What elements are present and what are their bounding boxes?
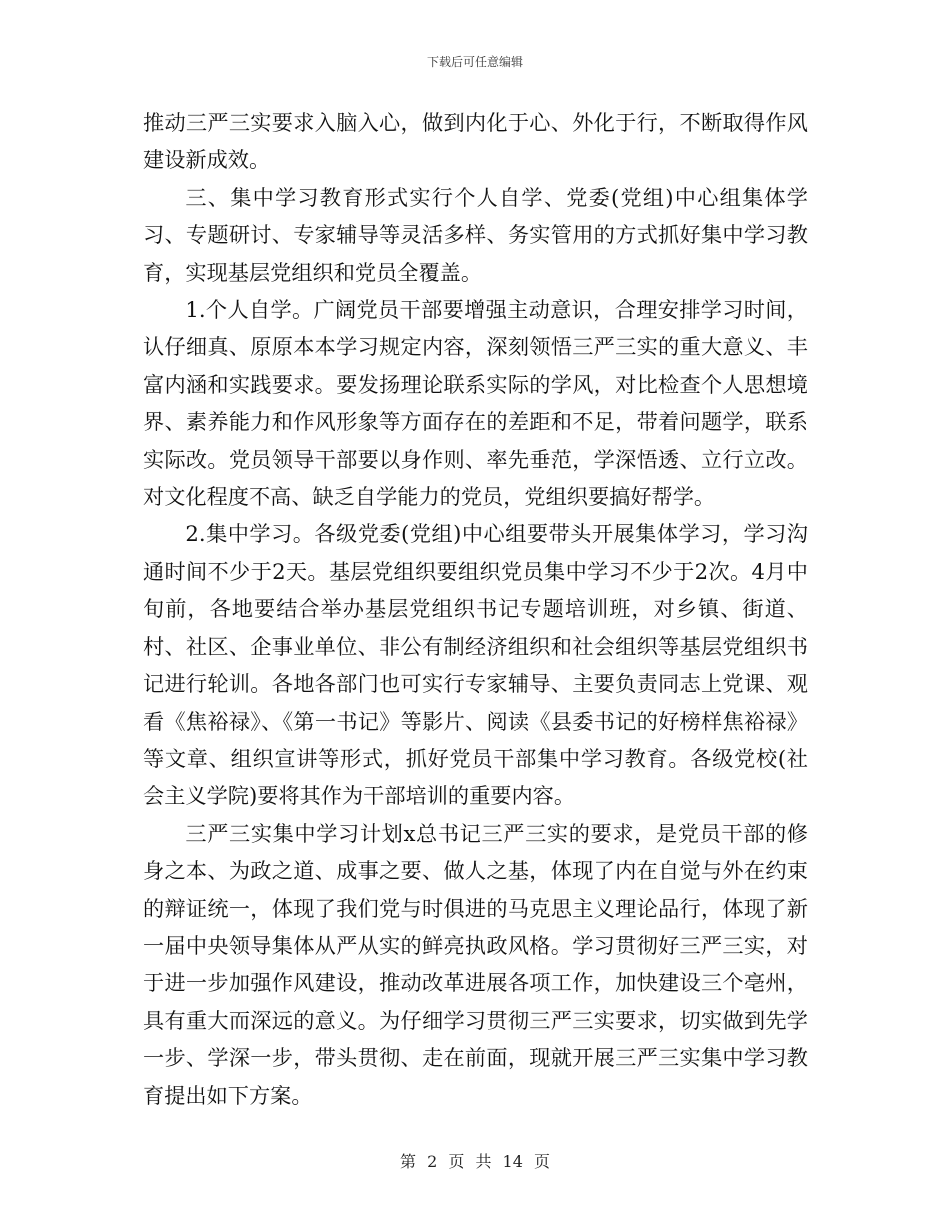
paragraph-self-study: 1.个人自学。广阔党员干部要增强主动意识，合理安排学习时间，认仔细真、原原本本学习规定内容，深刻领悟三严三实的重大意义、丰富内涵和实践要求。要发扬理论联系实际的学风，对比检查个人思想境界、素养能力和作风形象等方面存在的差距和不足，带着问题学，联系实际改。党员领导干部要以身作则、率先垂范，学深悟透、立行立改。对文化程度不高、缺乏自学能力的党员，党组织要搞好帮学。 <box>143 297 808 510</box>
paragraph-continuation: 推动三严三实要求入脑入心，做到内化于心、外化于行，不断取得作风建设新成效。 <box>143 110 808 173</box>
paragraph-study-plan: 三严三实集中学习计划x总书记三严三实的要求，是党员干部的修身之本、为政之道、成事之要、做人之基，体现了内在自觉与外在约束的辩证统一，体现了我们党与时俱进的马克思主义理论品行，体现了新一届中央领导集体从严从实的鲜亮执政风格。学习贯彻好三严三实，对于进一步加强作风建设，推动改革进展各项工作，加快建设三个亳州，具有重大而深远的意义。为仔细学习贯彻三严三实要求，切实做到先学一步、学深一步，带头贯彻、走在前面，现就开展三严三实集中学习教育提出如下方案。 <box>143 820 808 1108</box>
paragraph-section-three: 三、集中学习教育形式实行个人自学、党委(党组)中心组集体学习、专题研讨、专家辅导等灵活多样、务实管用的方式抓好集中学习教育，实现基层党组织和党员全覆盖。 <box>143 184 808 285</box>
page-number-footer: 第 2 页 共 14 页 <box>400 1152 550 1171</box>
paragraph-group-study: 2.集中学习。各级党委(党组)中心组要带头开展集体学习，学习沟通时间不少于2天。基层党组织要组织党员集中学习不少于2次。4月中旬前，各地要结合举办基层党组织书记专题培训班，对乡镇、街道、村、社区、企事业单位、非公有制经济组织和社会组织等基层党组织书记进行轮训。各地各部门也可实行专家辅导、主要负责同志上党课、观看《焦裕禄》、《第一书记》等影片、阅读《县委书记的好榜样焦裕禄》等文章、组织宣讲等形式，抓好党员干部集中学习教育。各级党校(社会主义学院)要将其作为干部培训的重要内容。 <box>143 521 808 809</box>
document-body <box>143 104 808 1114</box>
page-header-note: 下载后可任意编辑 <box>426 55 523 69</box>
